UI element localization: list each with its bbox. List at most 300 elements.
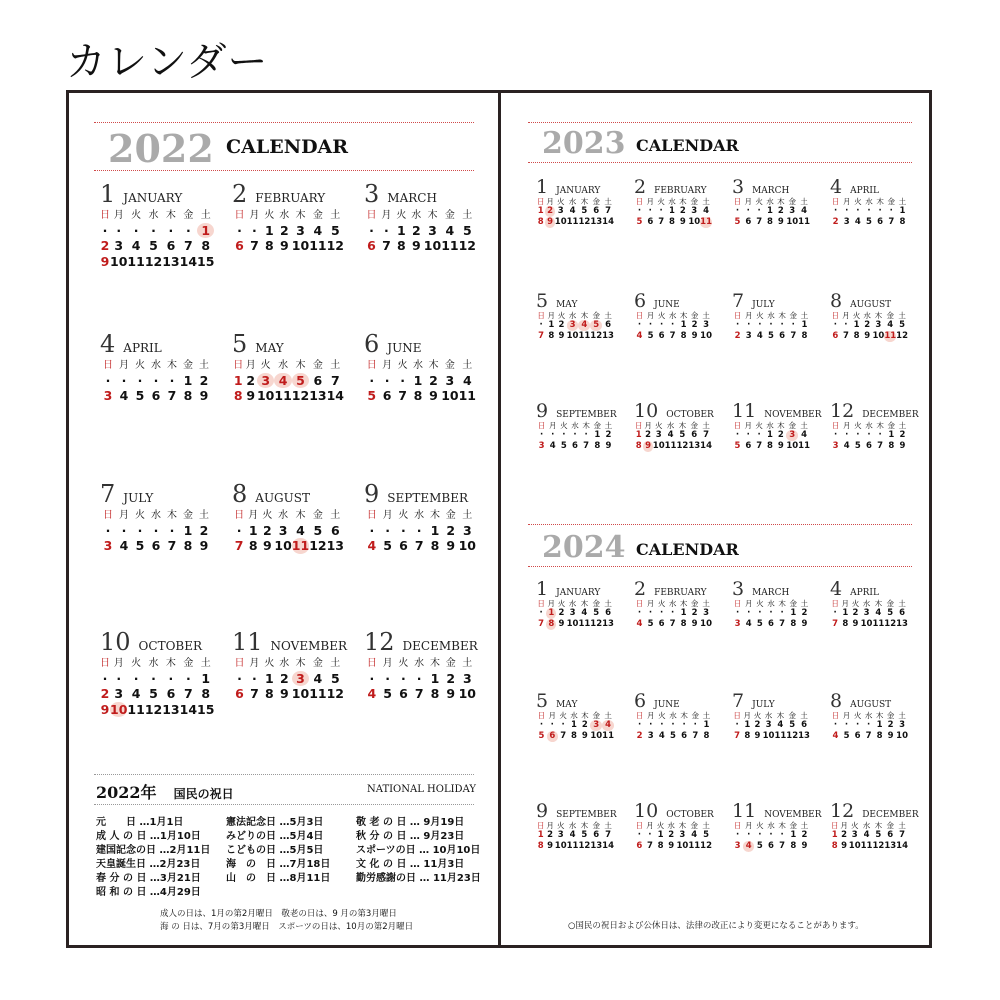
day-cell: 5 <box>590 320 602 331</box>
day-cell: 5 <box>734 217 741 227</box>
day-cell: · <box>551 430 555 441</box>
day-cell: 3 <box>114 238 124 254</box>
day-cell: 7 <box>183 686 193 702</box>
day-cell: 10 <box>762 731 775 741</box>
weekday-label: 木 <box>165 658 176 669</box>
day-cell: 3 <box>462 522 472 538</box>
weekday-label: 金 <box>886 821 894 830</box>
day-cell: · <box>878 430 882 441</box>
day-cell: · <box>833 206 838 217</box>
day-cell: 13 <box>326 538 344 554</box>
weekday-label: 金 <box>690 821 698 830</box>
day-cell: 2 <box>262 522 272 538</box>
weekday-label: 金 <box>444 360 455 371</box>
month-number: 4 <box>830 176 843 198</box>
month-name: MAY <box>556 700 578 710</box>
day-cell: 9 <box>777 217 784 227</box>
day-cell: 3 <box>103 388 113 404</box>
day-cell: 12 <box>309 538 327 554</box>
weekday-label: 土 <box>330 510 341 521</box>
day-cell: · <box>747 830 751 841</box>
day-cell: · <box>169 522 175 538</box>
calendar-word-2024: CALENDAR <box>636 540 739 559</box>
weekday-label: 木 <box>580 197 589 206</box>
weekday-label: 土 <box>702 311 710 320</box>
weekday-label: 水 <box>668 599 677 608</box>
day-cell: 6 <box>151 388 161 404</box>
weekday-label: 火 <box>560 421 568 430</box>
weekday-label: 土 <box>604 311 612 320</box>
day-cell: 10 <box>848 841 861 851</box>
day-cell: 8 <box>546 619 556 630</box>
weekday-label: 木 <box>876 421 884 430</box>
day-cell: 5 <box>899 320 906 331</box>
day-cell: · <box>185 222 191 238</box>
day-cell: 10 <box>554 217 567 227</box>
weekday-label: 火 <box>131 658 142 669</box>
day-cell: 3 <box>851 830 858 841</box>
day-cell: 10 <box>566 619 579 629</box>
weekday-label: 日 <box>233 360 244 371</box>
weekday-label: 金 <box>312 510 323 521</box>
weekday-label: 土 <box>604 197 612 206</box>
day-cell: 8 <box>888 441 895 451</box>
day-cell: 1 <box>876 720 883 731</box>
month-name: APRIL <box>850 588 879 598</box>
calendar-word-2023: CALENDAR <box>636 136 739 155</box>
month-header <box>536 800 617 822</box>
month-number: 1 <box>536 176 549 198</box>
day-cell: · <box>105 372 111 388</box>
day-cell: 2 <box>558 608 565 619</box>
weekday-label: 火 <box>135 510 145 521</box>
day-cell: 9 <box>558 331 565 341</box>
month-name: JULY <box>752 700 775 710</box>
day-cell: 3 <box>863 608 870 619</box>
weekday-label: 木 <box>777 421 785 430</box>
day-cell: 8 <box>635 441 642 451</box>
day-cell: 9 <box>246 388 256 404</box>
day-grid <box>830 197 908 228</box>
day-cell: 1 <box>635 430 642 441</box>
day-cell: 8 <box>657 841 664 851</box>
holiday-entry: 敬 老 の 日 … 9月19日 <box>356 817 465 828</box>
weekday-label: 土 <box>199 510 209 521</box>
weekday-label: 土 <box>604 821 612 830</box>
day-cell: 7 <box>756 441 763 451</box>
weekday-label: 水 <box>666 421 675 430</box>
day-cell: · <box>769 608 773 619</box>
weekday-label: 土 <box>199 360 209 371</box>
day-cell: 8 <box>430 686 440 702</box>
day-cell: 12 <box>578 841 591 851</box>
weekday-label: 木 <box>295 510 306 521</box>
weekday-label: 金 <box>691 711 700 720</box>
month-number: 7 <box>100 480 116 508</box>
day-cell: 11 <box>578 619 591 629</box>
day-cell: · <box>385 522 391 538</box>
weekday-label: 火 <box>264 210 275 221</box>
holiday-note-1: 成人の日は、1月の第2月曜日 敬老の日は、9 月の第3月曜日 <box>160 909 397 919</box>
day-cell: 2 <box>679 206 686 217</box>
month-header <box>364 480 468 508</box>
day-grid <box>536 421 614 452</box>
day-cell: 4 <box>777 720 784 731</box>
day-cell: · <box>252 670 257 686</box>
weekday-label: 日 <box>100 210 110 221</box>
day-cell: 7 <box>414 686 424 702</box>
day-cell: 9 <box>581 731 588 741</box>
weekday-label: 水 <box>767 311 775 320</box>
weekday-label: 月 <box>382 510 393 521</box>
day-cell: 1 <box>680 608 687 619</box>
day-cell: 8 <box>594 441 601 451</box>
weekday-label: 水 <box>413 360 424 371</box>
weekday-label: 日 <box>537 599 545 608</box>
day-grid <box>232 658 344 702</box>
day-cell: 8 <box>430 538 440 554</box>
day-cell: 4 <box>703 206 710 217</box>
weekday-label: 木 <box>429 658 440 669</box>
day-cell: 1 <box>183 372 193 388</box>
weekday-label: 木 <box>777 197 785 206</box>
day-cell: 1 <box>842 608 849 619</box>
day-cell: 8 <box>265 686 274 702</box>
month-name: DECEMBER <box>862 410 919 420</box>
weekday-label: 水 <box>766 197 774 206</box>
month-name: APRIL <box>123 341 162 355</box>
day-cell: 4 <box>313 222 323 238</box>
weekday-label: 日 <box>234 210 245 221</box>
month-name: JUNE <box>387 341 422 355</box>
day-cell: 7 <box>779 619 786 629</box>
weekday-label: 木 <box>874 599 883 608</box>
weekday-label: 土 <box>604 421 613 430</box>
month-number: 7 <box>732 290 745 312</box>
divider <box>94 122 474 123</box>
month-name: MAY <box>556 300 578 310</box>
day-cell: 8 <box>201 686 211 702</box>
day-cell: 13 <box>590 217 603 227</box>
day-cell: 1 <box>790 830 797 841</box>
day-cell: 6 <box>151 538 161 554</box>
day-cell: 5 <box>875 830 882 841</box>
day-cell: 12 <box>786 731 799 741</box>
weekday-label: 火 <box>264 658 275 669</box>
day-cell: · <box>747 608 751 619</box>
day-cell: 11 <box>884 331 897 341</box>
day-cell: 11 <box>441 238 459 254</box>
weekday-label: 日 <box>103 510 113 521</box>
weekday-label: 土 <box>702 421 710 430</box>
month-number: 3 <box>732 578 745 600</box>
day-grid <box>536 197 614 228</box>
day-cell: 11 <box>309 238 327 254</box>
day-grid <box>100 658 215 717</box>
day-cell: 13 <box>162 701 180 717</box>
day-cell: 9 <box>429 388 438 404</box>
day-cell: 4 <box>843 441 850 451</box>
day-cell: 1 <box>397 222 406 238</box>
day-cell: 9 <box>100 701 110 717</box>
weekday-label: 金 <box>592 821 600 830</box>
weekday-label: 日 <box>366 658 377 669</box>
day-cell: 4 <box>367 538 377 554</box>
day-cell: · <box>237 222 242 238</box>
day-cell: · <box>845 206 849 217</box>
day-cell: · <box>856 206 860 217</box>
weekday-label: 水 <box>570 711 578 720</box>
weekday-label: 月 <box>113 658 124 669</box>
day-cell: 4 <box>296 522 305 538</box>
month-number: 9 <box>536 800 549 822</box>
day-cell: · <box>757 206 761 217</box>
holiday-year: 2022年 <box>96 783 157 802</box>
day-grid <box>364 658 476 702</box>
day-cell: · <box>833 608 837 619</box>
weekday-label: 日 <box>634 421 643 430</box>
day-cell: 5 <box>679 430 686 441</box>
day-grid <box>634 197 712 228</box>
day-cell: 4 <box>658 731 665 741</box>
holiday-list-1 <box>96 816 210 900</box>
day-cell: · <box>137 372 143 388</box>
day-cell: 2 <box>279 670 289 686</box>
day-cell: 10 <box>256 388 275 404</box>
day-cell: 10 <box>441 388 459 404</box>
day-cell: 1 <box>594 430 601 441</box>
day-cell: · <box>735 830 740 841</box>
day-cell: 9 <box>777 441 784 451</box>
month-header <box>232 180 325 208</box>
weekday-label: 土 <box>462 210 473 221</box>
holiday-entry: 勤労感謝の日 … 11月23日 <box>356 873 481 884</box>
calendar-word-2022: CALENDAR <box>226 136 349 158</box>
day-cell: 3 <box>103 538 113 554</box>
day-cell: 3 <box>899 720 906 731</box>
day-cell: 7 <box>790 331 797 341</box>
holiday-entry: 憲法記念日 …5月3日 <box>226 817 324 828</box>
day-grid <box>634 421 712 452</box>
day-cell: 5 <box>292 373 309 389</box>
weekday-label: 金 <box>690 599 699 608</box>
day-cell: 4 <box>743 841 754 852</box>
day-cell: 3 <box>789 206 796 217</box>
weekday-label: 月 <box>646 599 655 608</box>
day-cell: 8 <box>233 388 243 404</box>
day-cell: 3 <box>745 331 752 341</box>
weekday-label: 土 <box>200 210 211 221</box>
day-cell: 3 <box>734 841 741 851</box>
day-cell: 9 <box>199 388 209 404</box>
weekday-label: 水 <box>148 658 159 669</box>
day-cell: · <box>369 522 375 538</box>
month-name: JUNE <box>654 700 680 710</box>
day-grid <box>830 311 908 342</box>
weekday-label: 火 <box>853 711 862 720</box>
weekday-label: 火 <box>854 421 862 430</box>
day-cell: 12 <box>884 619 897 629</box>
day-cell: 4 <box>313 670 323 686</box>
day-cell: 5 <box>670 731 676 741</box>
day-cell: · <box>670 608 675 619</box>
day-cell: 9 <box>645 441 652 451</box>
day-cell: 4 <box>745 619 752 629</box>
weekday-label: 金 <box>444 210 455 221</box>
day-cell: 3 <box>679 830 686 841</box>
day-cell: 4 <box>875 608 882 619</box>
day-cell: · <box>550 720 554 731</box>
weekday-label: 木 <box>167 360 177 371</box>
day-cell: · <box>137 522 143 538</box>
month-header <box>100 628 202 656</box>
day-cell: 11 <box>798 441 810 451</box>
day-cell: 7 <box>658 217 665 227</box>
day-cell: 6 <box>605 608 612 619</box>
month-header <box>830 176 879 198</box>
month-number: 12 <box>830 400 855 422</box>
day-cell: 2 <box>547 830 554 841</box>
weekday-label: 火 <box>398 658 409 669</box>
weekday-label: 木 <box>876 197 884 206</box>
day-cell: 10 <box>700 331 712 341</box>
day-cell: 6 <box>691 430 698 441</box>
day-cell: 8 <box>413 388 423 404</box>
day-cell: 1 <box>430 522 440 538</box>
day-cell: · <box>153 522 159 538</box>
day-cell: 6 <box>382 388 392 404</box>
day-cell: 11 <box>274 388 292 404</box>
day-cell: 1 <box>537 830 544 841</box>
day-cell: 2 <box>801 608 808 619</box>
day-cell: · <box>105 522 111 538</box>
day-cell: 9 <box>199 538 209 554</box>
day-cell: 1 <box>571 720 577 731</box>
day-cell: 12 <box>326 686 344 702</box>
weekday-label: 金 <box>183 360 193 371</box>
weekday-label: 木 <box>582 421 590 430</box>
day-cell: 6 <box>647 217 654 227</box>
day-cell: 10 <box>110 253 128 269</box>
weekday-label: 月 <box>382 360 393 371</box>
day-cell: 7 <box>414 538 424 554</box>
weekday-label: 日 <box>830 821 839 830</box>
weekday-label: 月 <box>841 599 850 608</box>
month-name: SEPTEMBER <box>556 410 617 420</box>
day-cell: 8 <box>397 238 406 254</box>
day-cell: 7 <box>832 619 839 629</box>
month-name: APRIL <box>850 186 879 196</box>
weekday-label: 火 <box>398 510 409 521</box>
weekday-label: 月 <box>842 311 850 320</box>
day-cell: 8 <box>876 731 883 741</box>
day-cell: 2 <box>605 430 612 441</box>
weekday-label: 月 <box>546 821 554 830</box>
month-header <box>830 400 919 422</box>
day-cell: · <box>735 430 740 441</box>
day-cell: · <box>845 430 849 441</box>
day-cell: · <box>573 430 577 441</box>
day-cell: · <box>659 608 664 619</box>
day-cell: 2 <box>777 206 784 217</box>
weekday-label: 火 <box>654 421 663 430</box>
day-cell: 6 <box>832 331 839 341</box>
weekday-label: 金 <box>887 197 896 206</box>
weekday-label: 木 <box>580 599 589 608</box>
day-cell: · <box>369 670 375 686</box>
day-cell: 7 <box>605 206 612 217</box>
month-header <box>732 290 775 312</box>
day-grid <box>232 360 344 404</box>
day-cell: 1 <box>853 320 860 331</box>
weekday-label: 土 <box>898 421 907 430</box>
day-cell: 12 <box>676 441 689 451</box>
day-cell: 3 <box>765 720 772 731</box>
weekday-label: 月 <box>547 311 556 320</box>
month-number: 6 <box>364 330 380 358</box>
day-cell: 7 <box>734 731 741 741</box>
month-name: FEBRUARY <box>654 186 707 196</box>
day-grid <box>732 821 810 852</box>
day-cell: 6 <box>166 238 176 254</box>
day-cell: 5 <box>734 441 741 451</box>
weekday-label: 土 <box>604 599 612 608</box>
day-cell: 14 <box>179 253 198 269</box>
month-number: 1 <box>536 578 549 600</box>
day-cell: · <box>648 320 653 331</box>
month-name: JUNE <box>654 300 680 310</box>
day-cell: 6 <box>636 841 643 851</box>
weekday-label: 火 <box>753 711 762 720</box>
month-name: JANUARY <box>123 191 183 205</box>
weekday-label: 火 <box>657 599 666 608</box>
weekday-label: 土 <box>702 711 711 720</box>
day-cell: 2 <box>279 222 289 238</box>
weekday-label: 水 <box>767 599 775 608</box>
day-grid <box>232 210 344 254</box>
day-cell: · <box>866 720 871 731</box>
day-cell: 4 <box>636 619 643 629</box>
day-cell: 7 <box>398 388 407 404</box>
day-cell: 2 <box>199 522 209 538</box>
day-cell: 9 <box>446 538 456 554</box>
day-cell: 6 <box>367 238 376 254</box>
day-cell: 6 <box>745 441 752 451</box>
day-cell: · <box>855 720 860 731</box>
day-cell: · <box>660 720 664 731</box>
weekday-label: 月 <box>842 421 851 430</box>
weekday-label: 日 <box>100 658 110 669</box>
weekday-label: 水 <box>151 510 161 521</box>
day-cell: · <box>856 430 860 441</box>
day-cell: 2 <box>199 372 209 388</box>
weekday-label: 木 <box>580 311 589 320</box>
day-cell: 10 <box>896 731 908 741</box>
weekday-label: 水 <box>148 210 159 221</box>
weekday-label: 土 <box>898 599 906 608</box>
day-cell: 10 <box>458 686 476 702</box>
month-header <box>536 176 600 198</box>
day-grid <box>634 311 712 342</box>
day-cell: 13 <box>884 841 897 851</box>
day-cell: 1 <box>265 222 274 238</box>
day-cell: 10 <box>786 217 799 227</box>
day-cell: 7 <box>538 331 545 341</box>
day-cell: 7 <box>703 430 710 441</box>
divider <box>94 774 474 775</box>
day-cell: 11 <box>700 217 712 227</box>
day-cell: · <box>169 372 175 388</box>
